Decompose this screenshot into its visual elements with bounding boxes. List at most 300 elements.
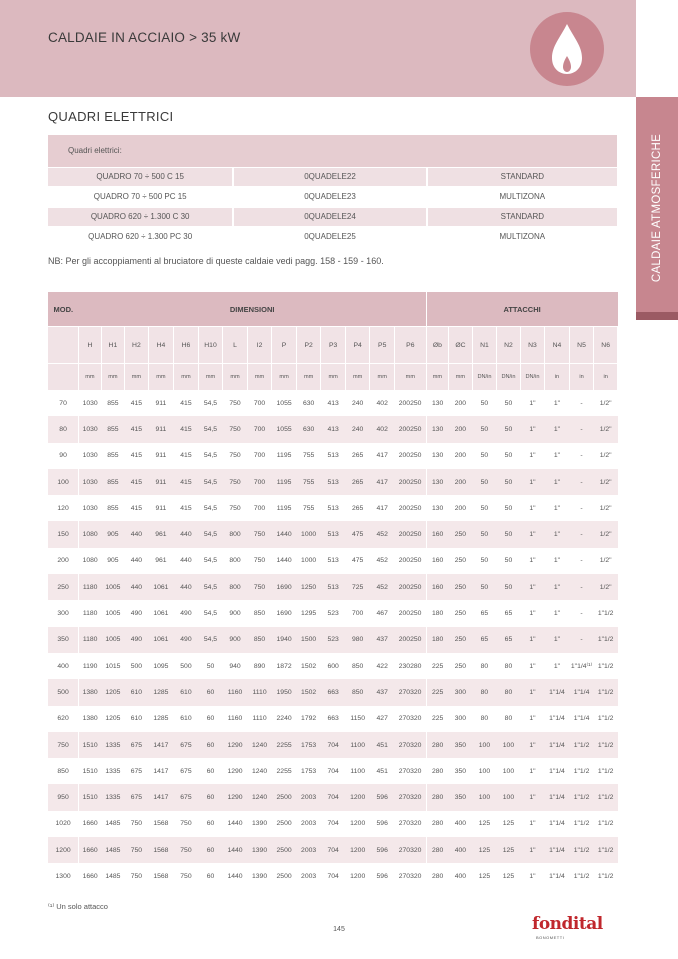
column-header: N1 [472, 327, 497, 364]
value-cell: 180 [432, 610, 444, 618]
value-cell: 200250 [394, 495, 426, 521]
value-cell: 1380 [82, 715, 98, 723]
model-cell: 250 [48, 574, 79, 600]
value-cell: 940 [229, 662, 241, 670]
value-cell: 440 [174, 574, 199, 600]
value-cell: 1290 [223, 732, 248, 758]
value-cell: 750 [247, 521, 272, 547]
value-cell: 1"1/2 [597, 767, 614, 775]
value-cell: 1" [553, 399, 561, 407]
column-header: P2 [296, 327, 321, 364]
value-cell: 415 [180, 504, 192, 512]
model-cell: 950 [48, 784, 79, 810]
column-header: P4 [345, 327, 370, 364]
value-cell: 1"1/2 [594, 837, 618, 863]
value-cell: 513 [327, 504, 339, 512]
value-cell: 1417 [148, 784, 174, 810]
value-cell: 490 [174, 627, 199, 653]
value-cell: 513 [327, 557, 339, 565]
quadri-row [48, 227, 617, 247]
table-row [48, 837, 618, 863]
value-cell: 50 [504, 504, 513, 512]
value-cell: 60 [206, 872, 215, 880]
value-cell: 270320 [394, 811, 426, 837]
value-cell: 440 [180, 557, 192, 565]
column-header: Øb [426, 327, 448, 364]
unit-label: in [545, 364, 570, 391]
model-cell: 750 [48, 732, 79, 758]
value-cell: 100 [502, 767, 515, 775]
value-cell: 50 [497, 416, 521, 442]
value-cell: 1485 [105, 820, 121, 828]
value-cell: 2003 [296, 784, 321, 810]
value-cell: 60 [206, 820, 215, 828]
side-tab-label-wrap [636, 97, 678, 319]
value-cell: 2003 [301, 872, 317, 880]
value-cell: 1/2" [599, 452, 612, 460]
value-cell: - [569, 521, 594, 547]
page-number: 145 [333, 926, 345, 933]
value-cell: 1" [529, 452, 536, 460]
brand-tagline: BONOMETTI [536, 935, 565, 940]
value-cell: 750 [180, 872, 192, 880]
value-cell: 100 [472, 732, 497, 758]
value-cell: 415 [130, 452, 143, 460]
value-cell: 200250 [394, 521, 426, 547]
table-row [48, 863, 618, 889]
value-cell: 60 [198, 679, 223, 705]
table-row [48, 679, 618, 705]
value-cell: 1" [553, 557, 561, 565]
value-cell: 1"1/4 [549, 820, 565, 828]
value-cell: 65 [480, 610, 489, 618]
flame-icon [530, 12, 604, 86]
table-row [48, 416, 618, 442]
value-cell: 2240 [276, 715, 292, 723]
value-cell: 270320 [394, 863, 426, 889]
value-cell: 704 [327, 767, 339, 775]
value-cell: 596 [370, 837, 395, 863]
unit-label: mm [125, 364, 149, 391]
value-cell: 750 [229, 452, 241, 460]
value-cell: 2500 [272, 837, 297, 863]
value-cell: 855 [107, 452, 119, 460]
value-cell: 1030 [82, 504, 98, 512]
value-cell: 80 [504, 662, 513, 670]
quadri-type: MULTIZONA [428, 227, 617, 247]
value-cell: 1190 [82, 662, 98, 670]
table-row [48, 811, 618, 837]
value-cell: 675 [180, 767, 192, 775]
value-cell: 270320 [394, 706, 426, 732]
value-cell: 350 [449, 732, 473, 758]
value-cell: 2500 [276, 820, 292, 828]
value-cell: 250 [454, 610, 467, 618]
quadri-row [48, 167, 617, 187]
value-cell: 1"1/4 [549, 715, 565, 723]
value-cell: 1500 [296, 627, 321, 653]
footnote: ⁽¹⁾ Un solo attacco [48, 902, 108, 911]
value-cell: 1440 [276, 557, 292, 565]
value-cell: 65 [504, 610, 513, 618]
table-row [48, 706, 618, 732]
value-cell: 1"1/2 [594, 784, 618, 810]
value-cell: 50 [472, 521, 497, 547]
value-cell: 1" [520, 679, 545, 705]
value-cell: 1"1/4 [545, 837, 570, 863]
value-cell: 1485 [105, 872, 121, 880]
value-cell: 596 [376, 820, 388, 828]
value-cell: 1"1/4 [545, 732, 570, 758]
value-cell: 80 [472, 679, 497, 705]
value-cell: 1080 [82, 557, 98, 565]
value-cell: 265 [352, 452, 364, 460]
value-cell: 1250 [296, 574, 321, 600]
value-cell: 1110 [247, 679, 272, 705]
model-cell: 1300 [48, 863, 79, 889]
value-cell: 1240 [251, 767, 268, 775]
value-cell: 1335 [105, 767, 121, 775]
value-cell: 50 [480, 504, 489, 512]
value-cell: 610 [174, 679, 199, 705]
unit-label: mm [296, 364, 321, 391]
unit-label: mm [198, 364, 223, 391]
value-cell: 1015 [105, 662, 121, 670]
value-cell: 600 [327, 662, 339, 670]
value-cell: 1335 [101, 784, 125, 810]
value-cell: 1" [553, 452, 561, 460]
value-cell: 415 [130, 399, 143, 407]
value-cell: 415 [130, 504, 143, 512]
value-cell: 427 [376, 715, 388, 723]
value-cell: 50 [472, 469, 497, 495]
value-cell: 415 [125, 469, 149, 495]
value-cell: 750 [180, 820, 192, 828]
value-cell: - [580, 610, 583, 618]
value-cell: 675 [125, 784, 149, 810]
value-cell: 130 [432, 399, 444, 407]
column-header: H2 [125, 327, 149, 364]
value-cell: 200 [449, 469, 473, 495]
value-cell: 1100 [350, 767, 365, 775]
value-cell: 1690 [276, 610, 292, 618]
value-cell: 413 [327, 399, 339, 407]
value-cell: 1000 [296, 521, 321, 547]
value-cell: 467 [376, 610, 388, 618]
unit-label: mm [174, 364, 199, 391]
value-cell: 50 [206, 662, 215, 670]
value-cell: 1"1/2 [569, 784, 594, 810]
value-cell: 704 [327, 820, 339, 828]
value-cell: 704 [321, 837, 346, 863]
value-cell: 1" [520, 469, 545, 495]
value-cell: 54,5 [203, 504, 218, 512]
value-cell: 1502 [296, 679, 321, 705]
table-row [48, 495, 618, 521]
value-cell: 80 [480, 715, 489, 723]
value-cell: 200250 [394, 469, 426, 495]
value-cell: 270320 [394, 679, 426, 705]
value-cell: 60 [206, 767, 215, 775]
value-cell: 415 [174, 469, 199, 495]
quadri-type: STANDARD [428, 167, 617, 187]
value-cell: 130 [432, 504, 444, 512]
value-cell: 500 [180, 662, 192, 670]
value-cell: 280 [432, 872, 444, 880]
section-title: QUADRI ELETTRICI [48, 109, 174, 124]
value-cell: 911 [148, 416, 174, 442]
value-cell: 200250 [394, 443, 426, 469]
value-cell: 1568 [153, 820, 169, 828]
value-cell: 230280 [394, 653, 426, 679]
value-cell: 125 [472, 837, 497, 863]
value-cell: 725 [345, 574, 370, 600]
value-cell: 1" [529, 557, 536, 565]
value-cell: 1160 [223, 679, 248, 705]
model-cell: 80 [48, 416, 79, 442]
value-cell: 1200 [350, 872, 366, 880]
value-cell: 65 [497, 627, 521, 653]
value-cell: 1"1/2 [569, 837, 594, 863]
value-cell: 1285 [153, 715, 169, 723]
value-cell: 663 [321, 679, 346, 705]
value-cell: 50 [472, 416, 497, 442]
value-cell: 270320 [394, 758, 426, 784]
value-cell: 750 [130, 872, 143, 880]
value-cell: 855 [107, 504, 119, 512]
value-cell: 402 [370, 416, 395, 442]
model-cell: 200 [48, 548, 79, 574]
value-cell: 54,5 [198, 416, 223, 442]
value-cell: 500 [130, 662, 143, 670]
value-cell: 225 [432, 715, 444, 723]
value-cell: 1"1/2 [594, 679, 618, 705]
unit-label: DN/in [497, 364, 521, 391]
value-cell: - [580, 557, 583, 565]
value-cell: 750 [229, 504, 241, 512]
value-cell: 1"1/4⁽¹⁾ [570, 663, 593, 671]
value-cell: 300 [454, 715, 467, 723]
value-cell: 402 [376, 399, 388, 407]
value-cell: 513 [327, 452, 339, 460]
value-cell: 1055 [276, 399, 292, 407]
value-cell: 1" [520, 784, 545, 810]
value-cell: 800 [223, 521, 248, 547]
value-cell: 900 [229, 610, 241, 618]
mod-spacer [48, 327, 79, 364]
value-cell: 54,5 [203, 610, 218, 618]
value-cell: 1195 [276, 452, 292, 460]
value-cell: 1568 [148, 837, 174, 863]
value-cell: 250 [449, 627, 473, 653]
quadri-model: QUADRO 70 ÷ 500 PC 15 [48, 187, 232, 207]
value-cell: 265 [352, 504, 364, 512]
value-cell: 54,5 [198, 469, 223, 495]
burner-note: NB: Per gli accoppiamenti al bruciatore di queste caldaie vedi pagg. 158 - 159 - 160. [48, 256, 384, 266]
value-cell: 65 [472, 627, 497, 653]
value-cell: 1" [529, 662, 536, 670]
value-cell: 755 [296, 469, 321, 495]
value-cell: 1/2" [594, 416, 618, 442]
value-cell: 60 [198, 732, 223, 758]
value-cell: 1195 [272, 469, 297, 495]
value-cell: 1"1/2 [573, 872, 590, 880]
value-cell: 675 [174, 732, 199, 758]
value-cell: 400 [449, 837, 473, 863]
value-cell: 50 [480, 557, 489, 565]
unit-label: mm [426, 364, 448, 391]
value-cell: 265 [345, 469, 370, 495]
value-cell: 1" [529, 820, 536, 828]
quadri-row [48, 207, 617, 227]
quadri-table [48, 135, 617, 247]
value-cell: 700 [247, 416, 272, 442]
value-cell: 1485 [101, 837, 125, 863]
value-cell: 750 [223, 469, 248, 495]
value-cell: - [580, 504, 583, 512]
value-cell: 240 [352, 399, 364, 407]
value-cell: 1753 [296, 732, 321, 758]
value-cell: 200250 [394, 390, 426, 416]
value-cell: 415 [180, 452, 192, 460]
value-cell: 280 [426, 732, 448, 758]
value-cell: 1200 [345, 837, 370, 863]
value-cell: 437 [370, 627, 395, 653]
value-cell: 225 [432, 662, 444, 670]
value-cell: 250 [454, 557, 467, 565]
model-cell: 1020 [48, 811, 79, 837]
value-cell: 475 [345, 521, 370, 547]
value-cell: 961 [155, 557, 167, 565]
unit-label: DN/in [520, 364, 545, 391]
value-cell: 280 [426, 837, 448, 863]
value-cell: 675 [125, 732, 149, 758]
column-header: I2 [247, 327, 272, 364]
model-cell: 300 [48, 600, 79, 626]
brand-logo: fondital [532, 914, 603, 934]
value-cell: 610 [130, 715, 143, 723]
value-cell: 475 [352, 557, 364, 565]
value-cell: 1390 [247, 837, 272, 863]
column-header: P3 [321, 327, 346, 364]
value-cell: 1000 [301, 557, 317, 565]
table-row [48, 627, 618, 653]
value-cell: 1"1/2 [569, 732, 594, 758]
table-row [48, 784, 618, 810]
table-row [48, 574, 618, 600]
value-cell: 280 [432, 820, 444, 828]
value-cell: 200 [449, 416, 473, 442]
value-cell: 1440 [272, 521, 297, 547]
value-cell: 270320 [394, 784, 426, 810]
value-cell: 1510 [82, 767, 98, 775]
dimensions-table [48, 292, 618, 890]
value-cell: 1660 [82, 872, 98, 880]
value-cell: 54,5 [198, 627, 223, 653]
value-cell: 50 [480, 399, 489, 407]
value-cell: 417 [376, 504, 388, 512]
value-cell: 1" [553, 610, 561, 618]
value-cell: 1417 [148, 732, 174, 758]
value-cell: 490 [180, 610, 192, 618]
value-cell: 200 [454, 452, 467, 460]
value-cell: 911 [155, 452, 167, 460]
value-cell: 911 [155, 399, 167, 407]
value-cell: 490 [130, 610, 143, 618]
column-header: H6 [174, 327, 199, 364]
value-cell: 452 [370, 521, 395, 547]
value-cell: 225 [426, 679, 448, 705]
value-cell: 1440 [227, 820, 243, 828]
value-cell: 1295 [301, 610, 317, 618]
quadri-code: 0QUADELE25 [234, 227, 425, 247]
value-cell: 80 [504, 715, 513, 723]
value-cell: 2255 [272, 732, 297, 758]
value-cell: 1" [545, 521, 570, 547]
value-cell: 80 [480, 662, 489, 670]
value-cell: 704 [321, 784, 346, 810]
value-cell: 1" [553, 662, 561, 670]
value-cell: 1030 [82, 399, 98, 407]
value-cell: 1"1/4 [569, 679, 594, 705]
value-cell: 240 [345, 416, 370, 442]
value-cell: 1240 [247, 732, 272, 758]
value-cell: 1095 [153, 662, 169, 670]
model-cell: 120 [48, 495, 79, 521]
column-header: H [79, 327, 101, 364]
value-cell: 905 [101, 521, 125, 547]
value-cell: 890 [253, 662, 266, 670]
value-cell: 50 [497, 574, 521, 600]
value-cell: 280 [432, 767, 444, 775]
page-header [0, 0, 636, 97]
value-cell: 1"1/2 [594, 627, 618, 653]
value-cell: - [569, 469, 594, 495]
value-cell: 513 [321, 469, 346, 495]
value-cell: 1390 [251, 820, 268, 828]
value-cell: 100 [472, 784, 497, 810]
value-cell: 1753 [301, 767, 317, 775]
column-header: H1 [101, 327, 125, 364]
value-cell: 400 [454, 820, 467, 828]
value-cell: 905 [107, 557, 119, 565]
value-cell: 130 [426, 469, 448, 495]
table-row [48, 521, 618, 547]
quadri-code: 0QUADELE24 [234, 207, 425, 227]
table-row [48, 758, 618, 784]
value-cell: 1150 [350, 715, 365, 723]
column-header: N3 [520, 327, 545, 364]
table-row [48, 390, 618, 416]
value-cell: 1"1/2 [597, 662, 614, 670]
value-cell: 160 [426, 521, 448, 547]
model-cell: 850 [48, 758, 79, 784]
value-cell: 200250 [394, 548, 426, 574]
side-tab-label: CALDAIE ATMOSFERICHE [651, 133, 663, 283]
model-cell: 400 [48, 653, 79, 679]
value-cell: 800 [229, 557, 241, 565]
value-cell: 1510 [79, 732, 101, 758]
value-cell: 60 [198, 837, 223, 863]
mod-header: MOD. [48, 292, 79, 327]
value-cell: 280 [426, 784, 448, 810]
value-cell: - [580, 399, 583, 407]
value-cell: 1" [529, 610, 536, 618]
value-cell: 160 [426, 574, 448, 600]
value-cell: 1660 [79, 837, 101, 863]
unit-label: mm [394, 364, 426, 391]
value-cell: 200 [454, 399, 467, 407]
